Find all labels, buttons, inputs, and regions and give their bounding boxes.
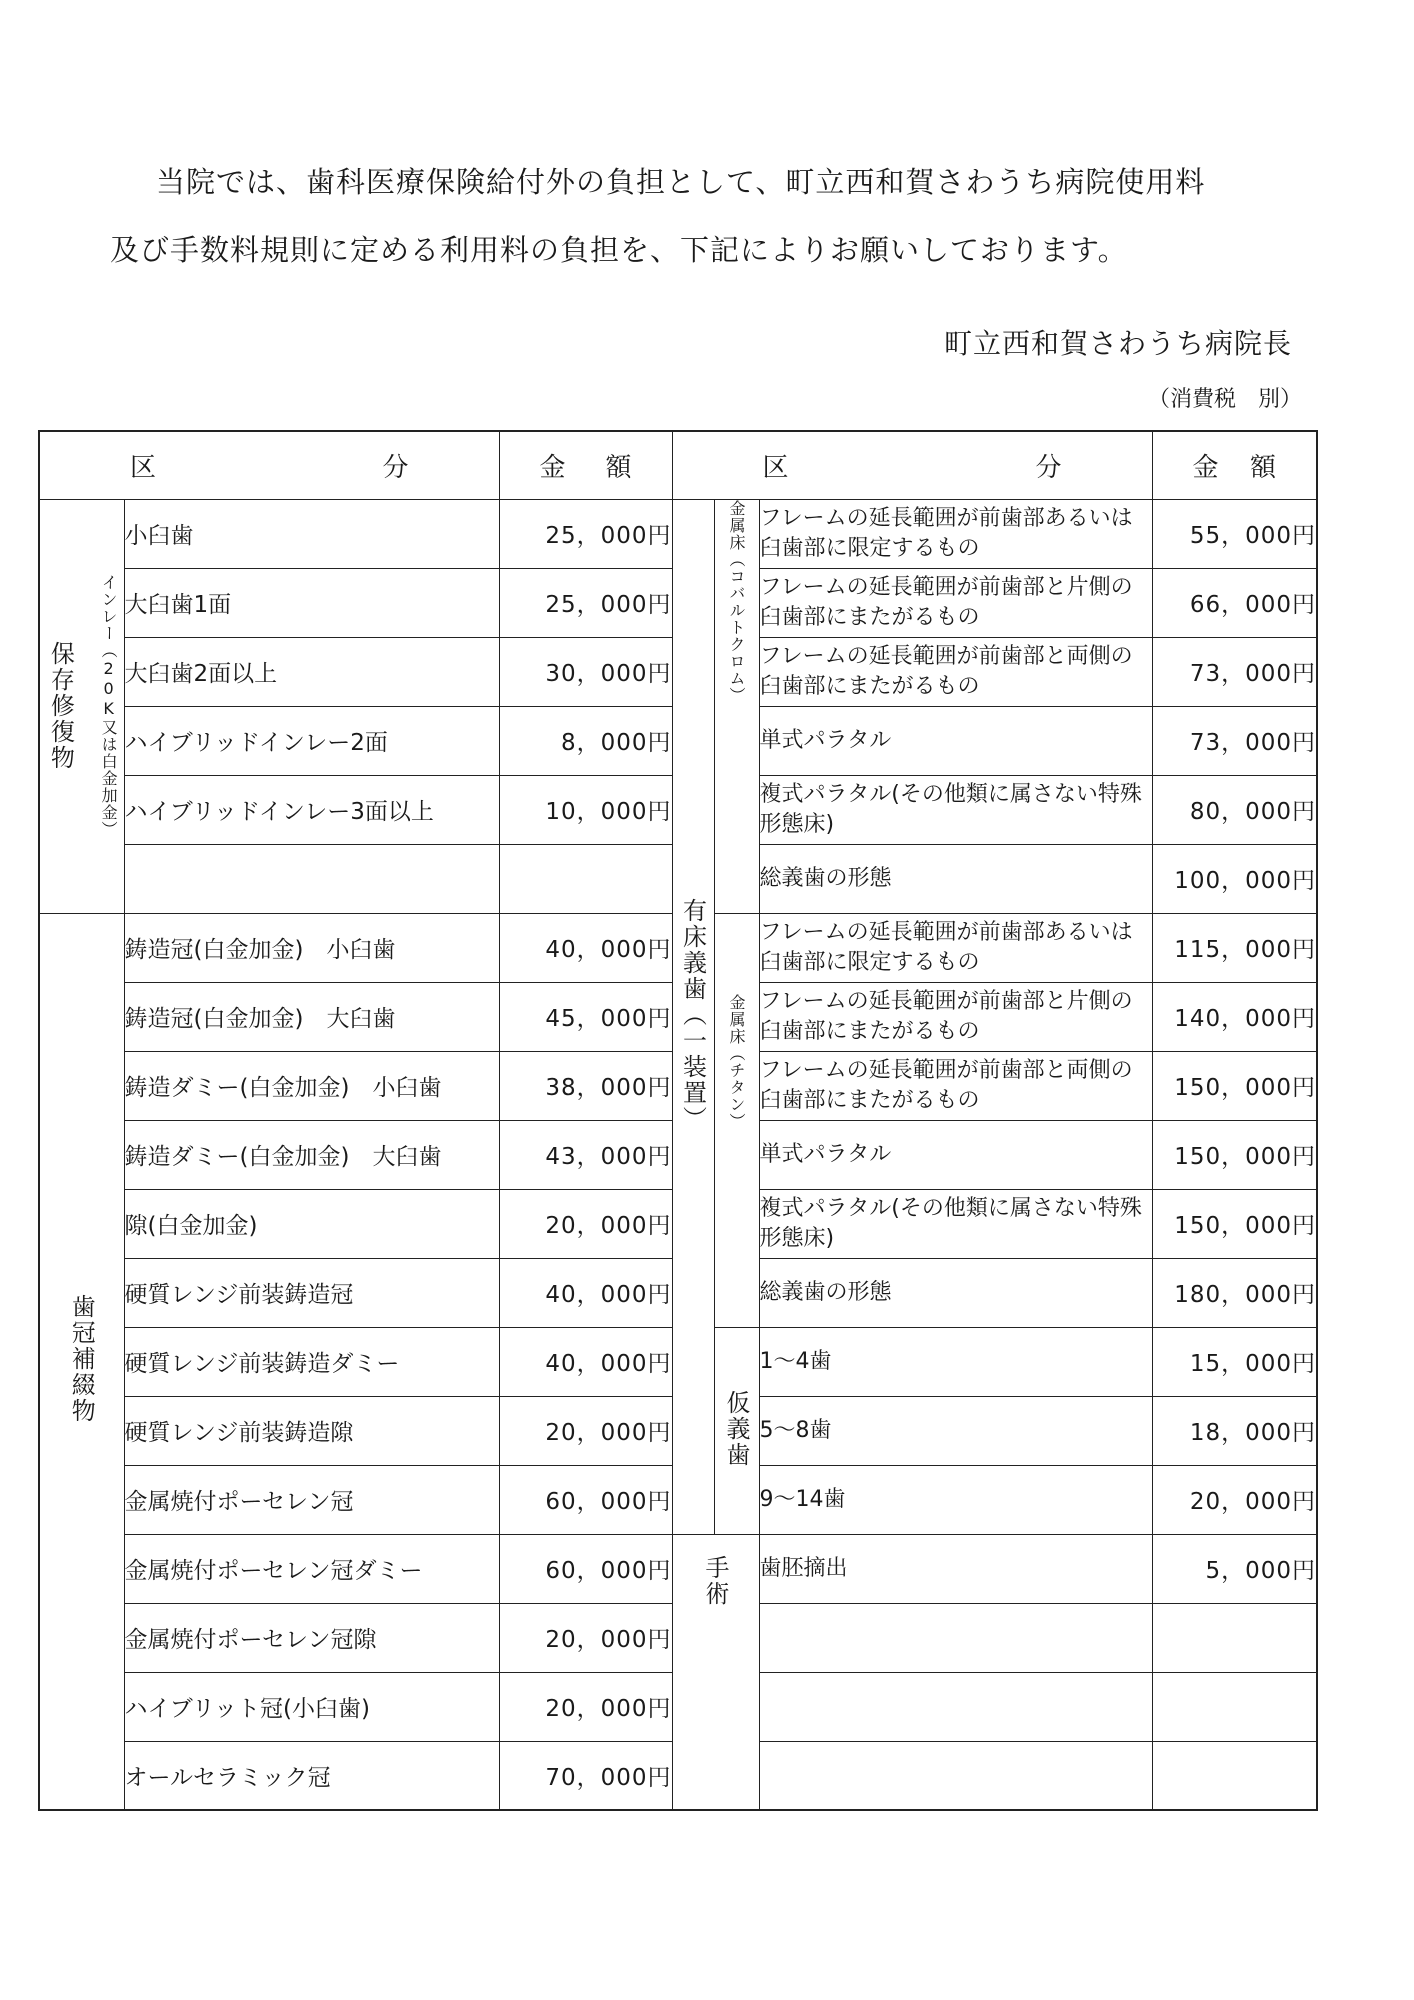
right-item-amount: 73，000円 bbox=[1152, 706, 1317, 775]
left-item-name: 硬質レンジ前装鋳造隙 bbox=[124, 1396, 499, 1465]
left-item-name: 小臼歯 bbox=[124, 499, 499, 568]
left-item-amount: 8，000円 bbox=[499, 706, 672, 775]
left-item-name: 鋳造冠(白金加金) 小臼歯 bbox=[124, 913, 499, 982]
right-item-name: 総義歯の形態 bbox=[759, 1258, 1152, 1327]
left-item-amount: 40，000円 bbox=[499, 913, 672, 982]
right-item-name: フレームの延長範囲が前歯部と両側の臼歯部にまたがるもの bbox=[759, 1051, 1152, 1120]
left-item-amount: 40，000円 bbox=[499, 1258, 672, 1327]
header-ku: 区 bbox=[762, 452, 789, 483]
titanium-label: 金属床（チタン） bbox=[727, 993, 746, 1130]
cobalt-group-label bbox=[714, 499, 759, 913]
right-item-amount: 66，000円 bbox=[1152, 568, 1317, 637]
surgery-group-label bbox=[672, 1534, 759, 1810]
right-item-amount: 140，000円 bbox=[1152, 982, 1317, 1051]
right-item-amount: 180，000円 bbox=[1152, 1258, 1317, 1327]
left-item-empty bbox=[124, 844, 499, 913]
right-item-name: 1～4歯 bbox=[759, 1327, 1152, 1396]
left-item-amount: 25，000円 bbox=[499, 499, 672, 568]
header-kin: 金 bbox=[1192, 452, 1219, 483]
right-item-name: 歯胚摘出 bbox=[759, 1534, 1152, 1603]
left-item-amount: 70，000円 bbox=[499, 1741, 672, 1810]
inlay-label: インレー（20K又は白金加金） bbox=[99, 574, 119, 838]
header-ku: 区 bbox=[130, 452, 157, 483]
left-item-name: 鋳造ダミー(白金加金) 小臼歯 bbox=[124, 1051, 499, 1120]
left-item-name: 鋳造ダミー(白金加金) 大臼歯 bbox=[124, 1120, 499, 1189]
left-item-name: 金属焼付ポーセレン冠ダミー bbox=[124, 1534, 499, 1603]
right-item-name: フレームの延長範囲が前歯部あるいは臼歯部に限定するもの bbox=[759, 499, 1152, 568]
right-item-amount: 150，000円 bbox=[1152, 1051, 1317, 1120]
header-gaku: 額 bbox=[1250, 452, 1277, 483]
left-item-name: ハイブリット冠(小臼歯) bbox=[124, 1672, 499, 1741]
right-item-amount: 18，000円 bbox=[1152, 1396, 1317, 1465]
right-item-empty bbox=[759, 1672, 1152, 1741]
fee-table bbox=[38, 430, 1318, 1811]
left-item-amount: 20，000円 bbox=[499, 1672, 672, 1741]
right-item-name: フレームの延長範囲が前歯部と片側の臼歯部にまたがるもの bbox=[759, 982, 1152, 1051]
header-gaku: 額 bbox=[605, 452, 632, 483]
left-item-name: 大臼歯2面以上 bbox=[124, 637, 499, 706]
surgery-label: 手術 bbox=[701, 1554, 729, 1607]
crown-label: 歯冠補綴物 bbox=[67, 1294, 96, 1425]
cobalt-label: 金属床（コバルトクロム） bbox=[727, 499, 746, 704]
preservation-label: 保存修復物 bbox=[46, 641, 75, 771]
right-item-amount: 150，000円 bbox=[1152, 1189, 1317, 1258]
right-item-amount: 73，000円 bbox=[1152, 637, 1317, 706]
right-item-amount: 115，000円 bbox=[1152, 913, 1317, 982]
left-amount-empty bbox=[499, 844, 672, 913]
preservation-group-label bbox=[39, 499, 124, 913]
right-item-name: 複式パラタル(その他類に属さない特殊形態床) bbox=[759, 775, 1152, 844]
left-item-name: 大臼歯1面 bbox=[124, 568, 499, 637]
right-item-name: フレームの延長範囲が前歯部と片側の臼歯部にまたがるもの bbox=[759, 568, 1152, 637]
right-item-amount: 15，000円 bbox=[1152, 1327, 1317, 1396]
temp-denture-label: 仮義歯 bbox=[722, 1389, 750, 1468]
left-item-name: 硬質レンジ前装鋳造ダミー bbox=[124, 1327, 499, 1396]
left-item-amount: 60，000円 bbox=[499, 1465, 672, 1534]
right-item-amount: 150，000円 bbox=[1152, 1120, 1317, 1189]
crown-group-label bbox=[39, 913, 124, 1810]
left-item-amount: 45，000円 bbox=[499, 982, 672, 1051]
right-item-name: 単式パラタル bbox=[759, 706, 1152, 775]
right-item-name: 9～14歯 bbox=[759, 1465, 1152, 1534]
right-item-amount: 20，000円 bbox=[1152, 1465, 1317, 1534]
signer: 町立西和賀さわうち病院長 bbox=[943, 327, 1292, 360]
left-item-name: 硬質レンジ前装鋳造冠 bbox=[124, 1258, 499, 1327]
intro-text bbox=[110, 148, 1330, 284]
right-amount-empty bbox=[1152, 1672, 1317, 1741]
left-item-amount: 43，000円 bbox=[499, 1120, 672, 1189]
intro-line-1: 当院では、歯科医療保険給付外の負担として、町立西和賀さわうち病院使用料 bbox=[156, 165, 1206, 199]
header-category-right bbox=[672, 431, 1152, 499]
right-item-name: 総義歯の形態 bbox=[759, 844, 1152, 913]
header-bun: 分 bbox=[382, 452, 409, 483]
right-amount-empty bbox=[1152, 1741, 1317, 1810]
header-category-left bbox=[39, 431, 499, 499]
header-kin: 金 bbox=[539, 452, 566, 483]
right-item-amount: 55，000円 bbox=[1152, 499, 1317, 568]
header-amount-right bbox=[1152, 431, 1317, 499]
right-item-empty bbox=[759, 1741, 1152, 1810]
right-item-amount: 5，000円 bbox=[1152, 1534, 1317, 1603]
right-item-name: フレームの延長範囲が前歯部あるいは臼歯部に限定するもの bbox=[759, 913, 1152, 982]
left-item-amount: 38，000円 bbox=[499, 1051, 672, 1120]
right-item-name: 複式パラタル(その他類に属さない特殊形態床) bbox=[759, 1189, 1152, 1258]
right-amount-empty bbox=[1152, 1603, 1317, 1672]
tax-note: （消費税 別） bbox=[1147, 387, 1302, 412]
header-amount-left bbox=[499, 431, 672, 499]
left-item-name: オールセラミック冠 bbox=[124, 1741, 499, 1810]
denture-group-label bbox=[672, 499, 714, 1534]
left-item-amount: 10，000円 bbox=[499, 775, 672, 844]
header-bun: 分 bbox=[1035, 452, 1062, 483]
left-item-amount: 25，000円 bbox=[499, 568, 672, 637]
left-item-amount: 60，000円 bbox=[499, 1534, 672, 1603]
left-item-name: ハイブリッドインレー2面 bbox=[124, 706, 499, 775]
header-row bbox=[39, 431, 1317, 499]
left-item-name: 金属焼付ポーセレン冠 bbox=[124, 1465, 499, 1534]
left-item-amount: 30，000円 bbox=[499, 637, 672, 706]
table-row bbox=[39, 1534, 1317, 1603]
table-row bbox=[39, 499, 1317, 568]
left-item-amount: 20，000円 bbox=[499, 1396, 672, 1465]
left-item-amount: 40，000円 bbox=[499, 1327, 672, 1396]
right-item-amount: 100，000円 bbox=[1152, 844, 1317, 913]
left-item-name: 金属焼付ポーセレン冠隙 bbox=[124, 1603, 499, 1672]
left-item-name: 鋳造冠(白金加金) 大臼歯 bbox=[124, 982, 499, 1051]
left-item-name: ハイブリッドインレー3面以上 bbox=[124, 775, 499, 844]
left-item-amount: 20，000円 bbox=[499, 1189, 672, 1258]
left-item-name: 隙(白金加金) bbox=[124, 1189, 499, 1258]
denture-label: 有床義歯（一装置） bbox=[678, 897, 707, 1132]
left-item-amount: 20，000円 bbox=[499, 1603, 672, 1672]
right-item-name: フレームの延長範囲が前歯部と両側の臼歯部にまたがるもの bbox=[759, 637, 1152, 706]
right-item-name: 5～8歯 bbox=[759, 1396, 1152, 1465]
right-item-amount: 80，000円 bbox=[1152, 775, 1317, 844]
right-item-name: 単式パラタル bbox=[759, 1120, 1152, 1189]
temp-denture-group-label bbox=[714, 1327, 759, 1534]
right-item-empty bbox=[759, 1603, 1152, 1672]
intro-line-2: 及び手数料規則に定める利用料の負担を、下記によりお願いしております。 bbox=[110, 233, 1128, 267]
titanium-group-label bbox=[714, 913, 759, 1327]
